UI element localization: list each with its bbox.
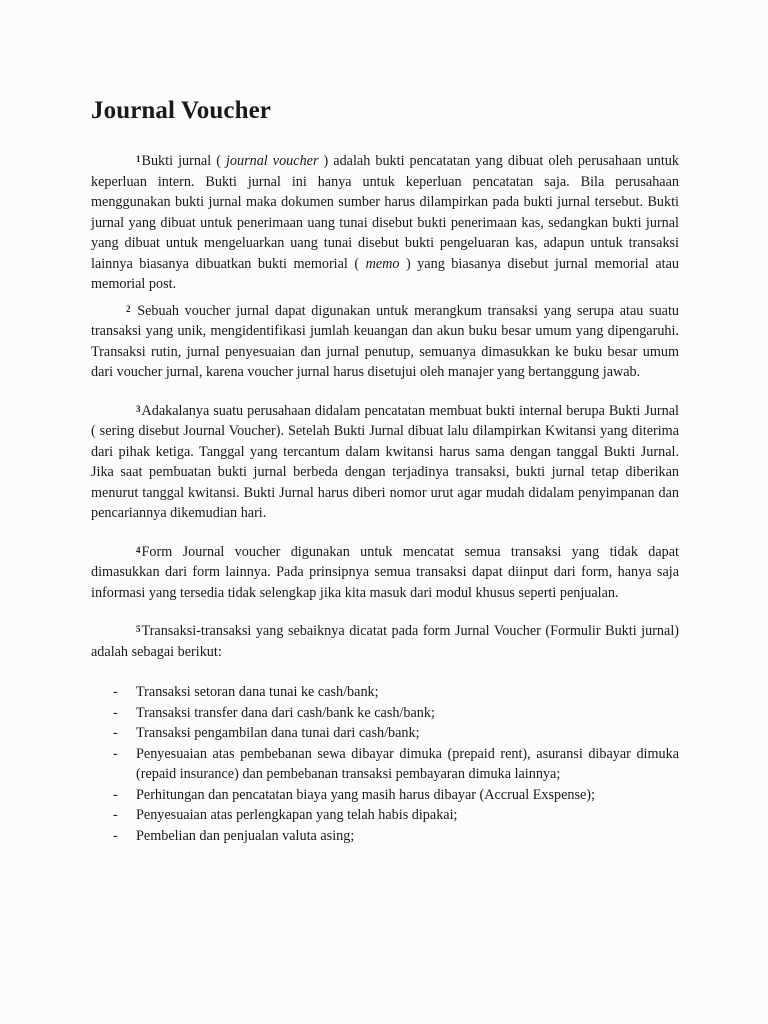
list-bullet: -	[113, 725, 118, 741]
paragraph-5-text: Transaksi-transaksi yang sebaiknya dicatat pada form Jurnal Voucher (Formulir Bukti jurnal) adalah sebagai berikut:	[91, 623, 679, 660]
paragraph-1-emphasis-2: memo	[365, 255, 400, 272]
paragraph-4-text: Form Journal voucher digunakan untuk mencatat semua transaksi yang tidak dapat dimasukkan dari form lainnya. Pada prinsipnya semua transaksi dapat diinput dari form, hanya saja informasi yang tersedia tidak selengkap jika kita masuk dari modul khusus seperti penjualan.	[91, 543, 679, 601]
list-item	[91, 703, 679, 724]
list-bullet: -	[113, 745, 118, 762]
list-item	[91, 682, 679, 703]
list-bullet: -	[113, 807, 118, 823]
paragraph-1-emphasis: journal voucher	[225, 153, 319, 169]
paragraph-1-text-b: ) adalah bukti pencatatan yang dibuat oleh perusahaan untuk keperluan intern. Bukti jurnal ini hanya untuk keperluan pencatatan saja. Bila perusahaan menggunakan bukti jurnal maka dokumen sumber harus dilampirkan pada bukti jurnal tersebut. Bukti jurnal yang dibuat untuk penerimaan uang tunai disebut bukti penerimaan kas, sedangkan bukti jurnal yang dibuat untuk mengeluarkan uang tunai disebut bukti pengeluaran kas, adapun untuk transaksi lainnya biasanya dibuatkan bukti memorial (	[91, 153, 679, 272]
list-bullet: -	[113, 786, 118, 803]
list-item	[91, 785, 679, 806]
document-page	[91, 96, 679, 846]
footnote-ref-3: 3	[136, 403, 141, 414]
transaction-list	[91, 682, 679, 846]
paragraph-1-text-c: ) yang biasanya disebut jurnal memorial atau memorial post.	[91, 255, 679, 292]
list-item-text: Transaksi transfer dana dari cash/bank ke cash/bank;	[136, 704, 435, 721]
list-item	[91, 805, 679, 826]
footnote-ref-4: 4	[136, 544, 141, 555]
paragraph-2	[91, 301, 679, 383]
list-bullet: -	[113, 704, 118, 721]
list-item-text: Penyesuaian atas pembebanan sewa dibayar dimuka (prepaid rent), asuransi dibayar dimuka (repaid insurance) dan pembebanan transaksi pembayaran dimuka lainnya;	[136, 745, 679, 782]
paragraph-3-text: Adakalanya suatu perusahaan didalam pencatatan membuat bukti internal berupa Bukti Jurnal ( sering disebut Journal Voucher). Setelah Bukti Jurnal dibuat lalu dilampirkan Kwitansi yang diterima dari pihak ketiga. Tanggal yang tercantum dalam kwitansi harus sama dengan tanggal Bukti Jurnal. Jika saat pembuatan bukti jurnal berbeda dengan terjadinya transaksi, bukti jurnal tetap diberikan menurut tanggal kwitansi. Bukti Jurnal harus diberi nomor urut agar mudah didalam penyimpanan dan pencariannya dikemudian hari.	[91, 402, 679, 521]
list-item	[91, 723, 679, 744]
list-item	[91, 744, 679, 785]
paragraph-3	[91, 401, 679, 524]
list-item-text: Penyesuaian atas perlengkapan yang telah habis dipakai;	[136, 807, 458, 823]
paragraph-1-text-a: Bukti jurnal (	[141, 153, 226, 169]
paragraph-4	[91, 542, 679, 604]
footnote-ref-1: 1	[136, 154, 141, 164]
paragraph-2-text: Sebuah voucher jurnal dapat digunakan untuk merangkum transaksi yang serupa atau suatu transaksi yang unik, mengidentifikasi jumlah keuangan dan akun buku besar umum yang dipengaruhi. Transaksi rutin, jurnal penyesuaian dan jurnal penutup, semuanya dimasukkan ke buku besar umum dari voucher jurnal, karena voucher jurnal harus disetujui oleh manajer yang bertanggung jawab.	[91, 302, 679, 380]
page-title: Journal Voucher	[91, 97, 272, 124]
paragraph-5	[91, 621, 679, 662]
footnote-ref-2: 2	[126, 303, 131, 314]
list-bullet: -	[113, 684, 118, 700]
footnote-ref-5: 5	[136, 624, 141, 634]
list-item-text: Pembelian dan penjualan valuta asing;	[136, 827, 355, 844]
list-bullet: -	[113, 827, 118, 844]
list-item-text: Transaksi setoran dana tunai ke cash/bank;	[136, 684, 379, 700]
list-item-text: Perhitungan dan pencatatan biaya yang masih harus dibayar (Accrual Exspense);	[136, 786, 595, 803]
list-item	[91, 826, 679, 847]
paragraph-1	[91, 151, 679, 295]
list-item-text: Transaksi pengambilan dana tunai dari cash/bank;	[136, 725, 420, 741]
